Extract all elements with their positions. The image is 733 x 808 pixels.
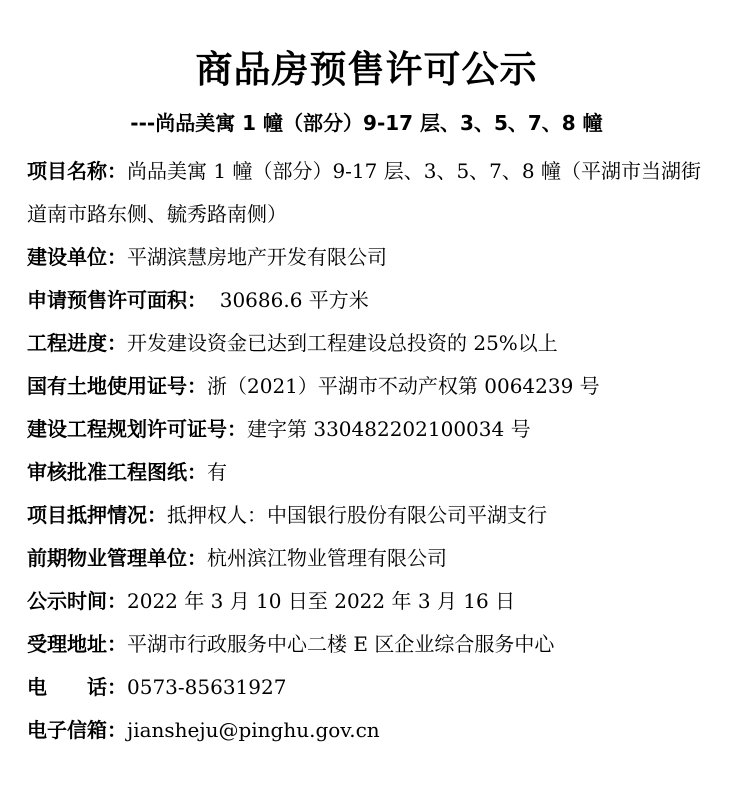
field-value: 2022 年 3 月 10 日至 2022 年 3 月 16 日	[127, 589, 516, 613]
phone-label-b: 话：	[87, 675, 127, 699]
field-progress	[27, 322, 717, 365]
field-value: 有	[207, 460, 227, 484]
field-notice-period	[27, 580, 717, 623]
notice-fields	[27, 150, 717, 752]
field-label: 国有土地使用证号：	[27, 374, 207, 398]
field-value: 杭州滨江物业管理有限公司	[207, 546, 447, 570]
field-label: 审核批准工程图纸：	[27, 460, 207, 484]
field-value: 平湖市行政服务中心二楼 E 区企业综合服务中心	[127, 632, 555, 656]
field-label: 电子信箱：	[27, 718, 127, 742]
page-subtitle: ---尚品美寓 1 幢（部分）9-17 层、3、5、7、8 幢	[130, 111, 603, 135]
field-label: 申请预售许可面积：	[27, 288, 207, 312]
field-label: 项目抵押情况：	[27, 503, 167, 527]
field-approved-drawings	[27, 451, 717, 494]
field-value: 建字第 330482202100034 号	[247, 417, 531, 441]
field-presale-area	[27, 279, 717, 322]
field-email	[27, 709, 717, 752]
field-label: 工程进度：	[27, 331, 127, 355]
field-land-cert	[27, 365, 717, 408]
field-label: 项目名称：	[27, 159, 127, 183]
field-value: 平湖滨慧房地产开发有限公司	[127, 245, 387, 269]
field-phone	[27, 666, 717, 709]
field-planning-permit	[27, 408, 717, 451]
field-label: 建设工程规划许可证号：	[27, 417, 247, 441]
field-developer	[27, 236, 717, 279]
phone-label-a: 电	[27, 675, 47, 699]
field-value: 开发建设资金已达到工程建设总投资的 25%以上	[127, 331, 558, 355]
field-value: 0573-85631927	[127, 675, 287, 699]
email-link[interactable]: jiansheju@pinghu.gov.cn	[127, 718, 380, 742]
field-label: 建设单位：	[27, 245, 127, 269]
field-label: 前期物业管理单位：	[27, 546, 207, 570]
field-value: 浙（2021）平湖市不动产权第 0064239 号	[207, 374, 600, 398]
field-value: 尚品美寓 1 幢（部分）9-17 层、3、5、7、8 幢（平湖市当湖街道南市路东侧、毓秀路南侧）	[27, 159, 701, 226]
field-property-mgmt	[27, 537, 717, 580]
field-label: 受理地址：	[27, 632, 127, 656]
page-title: 商品房预售许可公示	[195, 48, 538, 91]
field-project-name	[27, 150, 717, 236]
field-value: 30686.6 平方米	[219, 288, 369, 312]
field-label	[27, 675, 127, 699]
field-label: 公示时间：	[27, 589, 127, 613]
field-address	[27, 623, 717, 666]
field-mortgage	[27, 494, 717, 537]
field-value: 抵押权人：中国银行股份有限公司平湖支行	[167, 503, 547, 527]
